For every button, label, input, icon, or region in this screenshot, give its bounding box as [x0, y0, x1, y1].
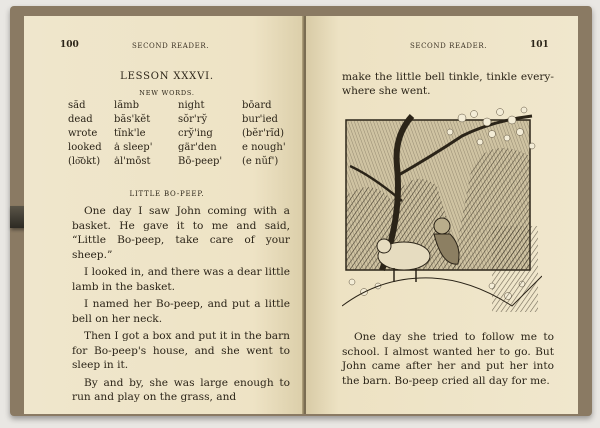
left-page	[24, 16, 310, 414]
vocab-word: looked	[68, 142, 102, 153]
vocab-word: bōard	[242, 100, 272, 111]
vocab-word: ȧl'mōst	[114, 156, 151, 167]
vocab-word: sŏr'ry̆	[178, 114, 208, 125]
vocab-word: lămb	[114, 100, 140, 111]
paragraph: Then I got a box and put it in the barn for Bo-peep's house, and she went to sleep in it.	[72, 330, 290, 371]
paragraph: One day I saw John coming with a basket. He gave it to me and said, “Little Bo-peep, take care of your sheep.”	[72, 205, 290, 261]
paragraph: One day she tried to follow me to school. I almost wanted her to go. But John came after her and put her into the barn. Bo-peep cried all day for me.	[342, 331, 554, 387]
paragraph: make the little bell tinkle, tinkle every-where she went.	[342, 71, 554, 97]
vocab-word: night	[178, 100, 205, 111]
vocab-word: gär'den	[178, 142, 217, 153]
new-words-heading: NEW WORDS.	[139, 89, 195, 97]
lamb-illustration	[342, 106, 542, 316]
paragraph: By and by, she was large enough to run and play on the grass, and	[72, 376, 290, 403]
vocab-word: (bĕr'rĭd)	[242, 128, 285, 139]
vocab-word: săd	[68, 100, 86, 111]
story-text-left	[72, 204, 290, 408]
vocab-word: wrote	[68, 128, 98, 139]
story-text-right-bottom	[342, 330, 554, 388]
vocab-word: Bō-peep'	[178, 156, 223, 167]
paragraph: I looked in, and there was a dear little lamb in the basket.	[72, 266, 290, 293]
running-head-right: SECOND READER.	[410, 42, 488, 50]
vocab-word: băs'kĕt	[114, 114, 151, 125]
vocab-word: tĭnk'le	[114, 128, 146, 139]
vocab-word: (e nŭf')	[242, 156, 279, 167]
vocab-word: (lo͝okt)	[68, 156, 101, 167]
vocabulary-grid	[68, 100, 308, 168]
vocab-word: cry̆'ing	[178, 128, 213, 139]
paragraph: I named her Bo-peep, and put a little bell on her neck.	[72, 298, 290, 325]
lesson-title: LESSON XXXVI.	[120, 71, 214, 82]
page-number-left: 100	[60, 40, 79, 50]
running-head-left: SECOND READER.	[132, 42, 210, 50]
vocab-word: dead	[68, 114, 93, 125]
page-number-right: 101	[530, 40, 549, 50]
story-title: LITTLE BO-PEEP.	[129, 190, 205, 198]
vocab-word: ȧ sleep'	[114, 142, 153, 153]
vocab-word: bur'ied	[242, 114, 278, 125]
story-text-right-top	[342, 70, 554, 98]
vocab-word: e nough'	[242, 142, 286, 153]
right-page	[306, 16, 578, 414]
